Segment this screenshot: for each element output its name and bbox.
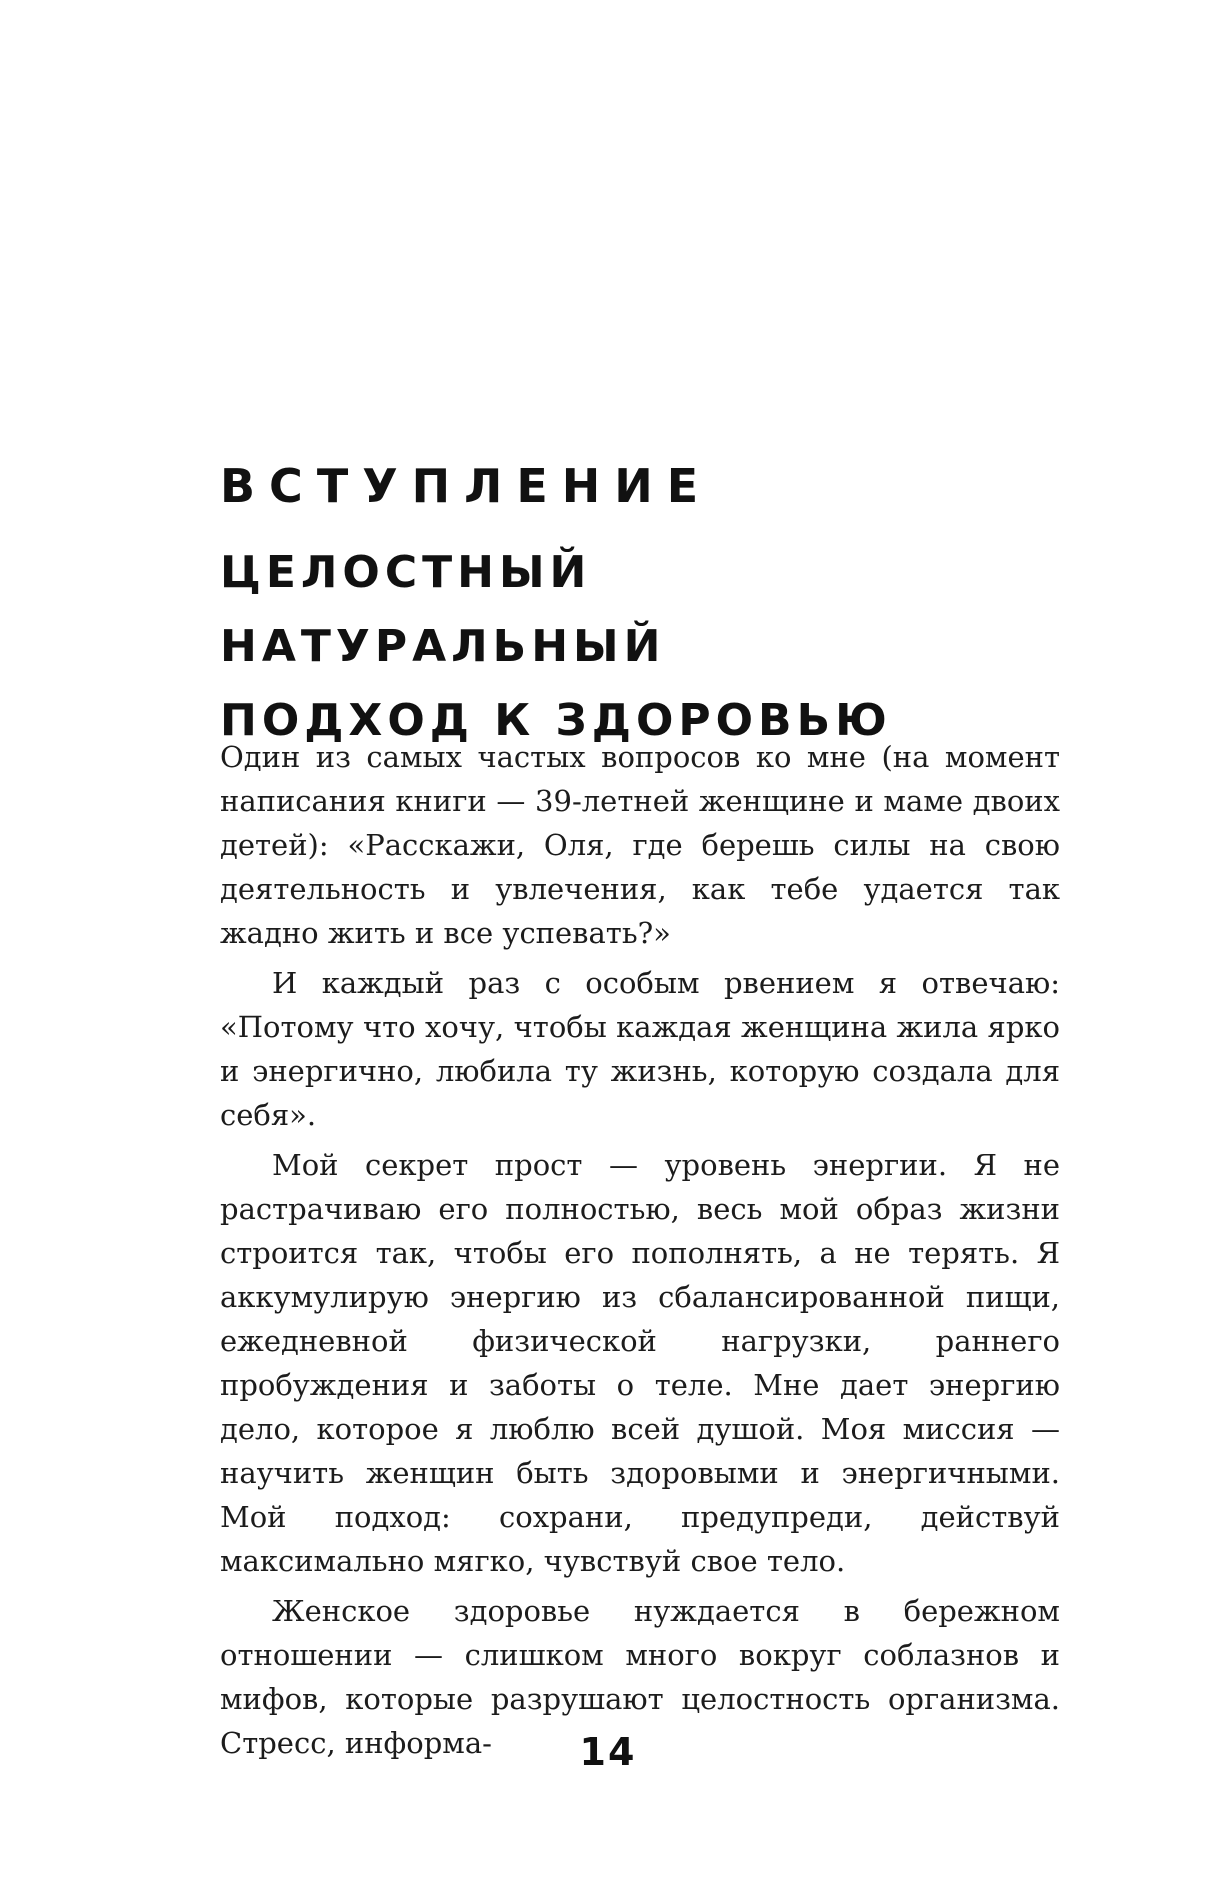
paragraph: Женское здоровье нуждается в бережном отношении — слишком много вокруг соблазнов и мифов, которые разрушают целостность организма. Стресс, информа- <box>220 1594 1060 1760</box>
page-number: 14 <box>579 1730 637 1774</box>
body-text <box>220 735 1060 1771</box>
paragraph: Один из самых частых вопросов ко мне (на момент написания книги — 39-летней женщине и маме двоих детей): «Расскажи, Оля, где берешь силы на свою деятельность и увлечения, как тебе удается так жадно жить и все успевать?» <box>220 740 1060 950</box>
chapter-title-line-2: ПОДХОД К ЗДОРОВЬЮ <box>220 695 892 746</box>
chapter-heading <box>220 458 1020 758</box>
paragraph: И каждый раз с особым рвением я отвечаю: «Потому что хочу, чтобы каждая женщина жила ярко и энергично, любила ту жизнь, которую создала для себя». <box>220 966 1060 1132</box>
chapter-title <box>220 536 1020 758</box>
chapter-title-line-1: ЦЕЛОСТНЫЙ НАТУРАЛЬНЫЙ <box>220 547 666 672</box>
paragraph: Мой секрет прост — уровень энергии. Я не растрачиваю его полностью, весь мой образ жизни строится так, чтобы его пополнять, а не терять. Я аккумулирую энергию из сбалансированной пищи, ежедневной физической нагрузки, раннего пробуждения и заботы о теле. Мне дает энергию дело, которое я люблю всей душой. Моя миссия — научить женщин быть здоровыми и энергичными. Мой подход: сохрани, предупреди, действуй максимально мягко, чувствуй свое тело. <box>220 1148 1060 1578</box>
chapter-label: ВСТУПЛЕНИЕ <box>220 459 713 513</box>
